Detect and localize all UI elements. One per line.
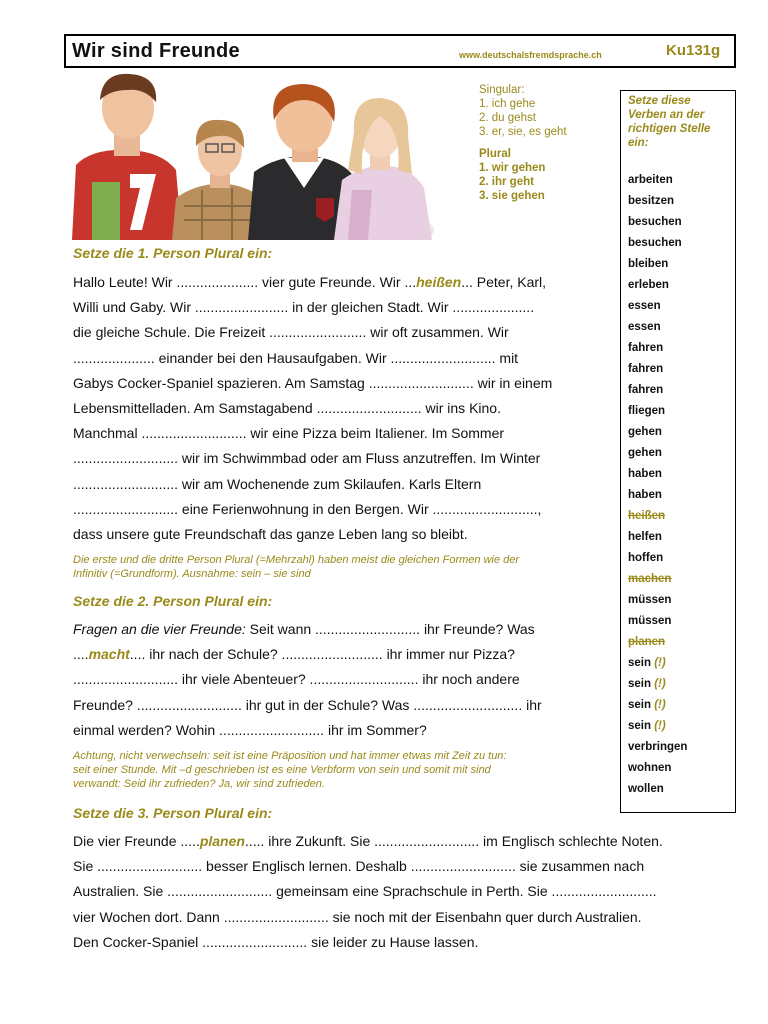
verb-item: essen xyxy=(628,321,661,333)
singular-form: 3. er, sie, es geht xyxy=(479,126,567,138)
verb-item: fliegen xyxy=(628,405,666,417)
verb-item: sein (!) xyxy=(628,678,666,690)
hint-mark: (!) xyxy=(654,720,666,732)
text-line: ........................... ihr viele Abenteuer? ............................ ihr noch andere xyxy=(73,671,520,688)
note-line: verwandt: Seid ihr zufrieden? Ja, wir sind zufrieden. xyxy=(73,778,325,790)
verb-item: haben xyxy=(628,489,662,501)
text-line: Fragen an die vier Freunde: Seit wann ........................... ihr Freunde? Was xyxy=(73,621,535,637)
text-line: vier Wochen dort. Dann ........................... sie noch mit der Eisenbahn quer durch Australien. xyxy=(73,908,642,925)
verb-item: heißen xyxy=(628,510,666,522)
verb-item: haben xyxy=(628,468,662,480)
verb-item: planen xyxy=(628,636,666,648)
text-line: ........................... wir im Schwimmbad oder am Fluss anzutreffen. Im Winter xyxy=(73,450,541,467)
note-line: Die erste und die dritte Person Plural (=Mehrzahl) haben meist die gleichen Formen wie der xyxy=(73,554,520,566)
text-line: ....macht.... ihr nach der Schule? .......................... ihr immer nur Pizza? xyxy=(73,646,515,663)
text-line: Die vier Freunde .....planen..... ihre Zukunft. Sie ........................... im Englisch schlechte Noten. xyxy=(73,833,663,849)
text-line: die gleiche Schule. Die Freizeit ......................... wir oft zusammen. Wir xyxy=(73,324,509,341)
verb-item: wohnen xyxy=(628,762,672,774)
singular-form: 1. ich gehe xyxy=(479,98,536,110)
conjugation-table xyxy=(479,83,567,203)
verb-list xyxy=(628,170,687,800)
section-2-text xyxy=(73,617,542,743)
text-line: dass unsere gute Freundschaft das ganze Leben lang so bleibt. xyxy=(73,525,468,542)
verb-item: besitzen xyxy=(628,195,675,207)
verb-item: sein (!) xyxy=(628,720,666,732)
verb-item: fahren xyxy=(628,384,664,396)
worksheet-header xyxy=(64,34,736,68)
verb-item: sein (!) xyxy=(628,657,666,669)
verb-item: arbeiten xyxy=(628,174,673,186)
singular-heading: Singular: xyxy=(479,84,525,96)
text-line: Manchmal ........................... wir eine Pizza beim Italiener. Im Sommer xyxy=(73,425,505,442)
text-line: Gabys Cocker-Spaniel spazieren. Am Samstag ........................... wir in einem xyxy=(73,374,553,391)
note-line: Infinitiv (=Grundform). Ausnahme: sein – sie sind xyxy=(73,568,311,580)
singular-form: 2. du gehst xyxy=(479,112,536,124)
verb-item: hoffen xyxy=(628,552,664,564)
plural-form: 2. ihr geht xyxy=(479,176,534,188)
verb-item: erleben xyxy=(628,279,669,291)
hint-mark: (!) xyxy=(654,699,666,711)
verb-item: wollen xyxy=(628,783,664,795)
verb-item: essen xyxy=(628,300,661,312)
text-line: ........................... wir am Wochenende zum Skilaufen. Karls Eltern xyxy=(73,475,482,492)
plural-form: 3. sie gehen xyxy=(479,190,545,202)
section-3-text xyxy=(73,829,663,955)
text-line: Willi und Gaby. Wir ........................ in der gleichen Stadt. Wir ..................... xyxy=(73,299,535,316)
section-2-heading: Setze die 2. Person Plural ein: xyxy=(73,593,273,609)
text-line: Lebensmittelladen. Am Samstagabend ........................... wir ins Kino. xyxy=(73,399,501,416)
section-2-note xyxy=(73,749,506,791)
note-line: seit einer Stunde. Mit –d geschrieben ist es eine Verbform von sein und somit mit sind xyxy=(73,764,491,776)
section-3-heading: Setze die 3. Person Plural ein: xyxy=(73,805,273,821)
text-line: ..................... einander bei den Hausaufgaben. Wir ........................... mit xyxy=(73,349,519,366)
example-answer: macht xyxy=(88,646,130,663)
verb-item: gehen xyxy=(628,447,662,459)
worksheet-code: Ku131g xyxy=(666,42,721,59)
friends-photo xyxy=(72,70,434,240)
text-line: ........................... eine Ferienwohnung in den Bergen. Wir ..........................., xyxy=(73,500,542,517)
verb-item: müssen xyxy=(628,615,672,627)
verb-item: müssen xyxy=(628,594,672,606)
plural-heading: Plural xyxy=(479,148,511,160)
section-1-text xyxy=(73,270,552,547)
verb-item: verbringen xyxy=(628,741,688,753)
plural-form: 1. wir gehen xyxy=(479,162,546,174)
verb-item: helfen xyxy=(628,531,662,543)
text-line: Hallo Leute! Wir ..................... vier gute Freunde. Wir ...heißen... Peter, Karl, xyxy=(73,274,547,290)
hint-mark: (!) xyxy=(654,657,666,669)
verb-item: fahren xyxy=(628,363,664,375)
text-line: Australien. Sie ........................... gemeinsam eine Sprachschule in Perth. Sie ........................... xyxy=(73,883,657,900)
example-answer: planen xyxy=(199,833,245,849)
verb-item: machen xyxy=(628,573,672,585)
verb-item: besuchen xyxy=(628,237,682,249)
verb-list-box xyxy=(620,90,736,813)
text-line: Sie ........................... besser Englisch lernen. Deshalb ........................... sie zusammen nach xyxy=(73,858,645,875)
verb-item: sein (!) xyxy=(628,699,666,711)
verb-list-instruction: Setze diese Verben an der richtigen Stelle ein: xyxy=(628,95,711,149)
section-1-note xyxy=(73,553,519,581)
verb-item: besuchen xyxy=(628,216,682,228)
verb-item: fahren xyxy=(628,342,664,354)
note-line: Achtung, nicht verwechseln: seit ist eine Präposition und hat immer etwas mit Zeit zu tun: xyxy=(73,750,507,762)
text-line: Den Cocker-Spaniel ........................... sie leider zu Hause lassen. xyxy=(73,933,479,950)
text-line: einmal werden? Wohin ........................... ihr im Sommer? xyxy=(73,721,427,738)
verb-item: gehen xyxy=(628,426,662,438)
section-1-heading: Setze die 1. Person Plural ein: xyxy=(73,245,273,261)
example-answer: heißen xyxy=(416,274,462,290)
hint-mark: (!) xyxy=(654,678,666,690)
worksheet-title: Wir sind Freunde xyxy=(72,40,240,62)
verb-item: bleiben xyxy=(628,258,669,270)
website-url[interactable]: www.deutschalsfremdsprache.ch xyxy=(459,50,602,60)
text-line: Freunde? ........................... ihr gut in der Schule? Was ............................ ihr xyxy=(73,696,542,713)
